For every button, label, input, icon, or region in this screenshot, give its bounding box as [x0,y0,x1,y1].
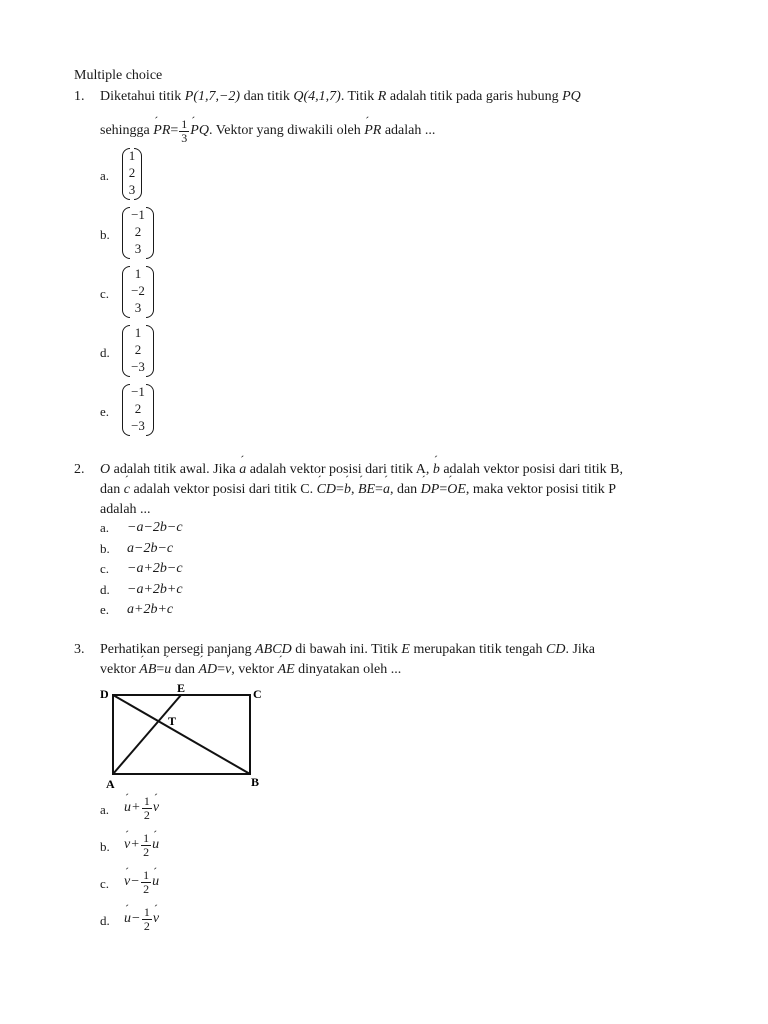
label-b: B [251,775,260,789]
label-d: D [100,687,109,701]
q2-option-label[interactable]: d. [100,581,110,597]
question-2-line-2: dan ´ c adalah vektor posisi dari titik C. ´ CD=´ b, ´ BE=´ a, dan ´ DP=´ OE, maka vektor posisi titik P [100,482,616,498]
q3-option-label[interactable]: b. [100,839,110,854]
vector-component: 1 [134,325,142,340]
q1-option-label[interactable]: b. [100,227,110,242]
vector-symbol: ´ u [124,800,131,816]
question-2-number: 2. [74,462,85,477]
q2-option-expression[interactable]: a+2b+c [127,602,174,617]
q1-option-label[interactable]: e. [100,404,110,419]
q1-option-column-vector[interactable] [122,384,154,434]
q3-option-expression[interactable] [124,793,159,823]
fraction-one-third: $\frac{1}{3}$ [181,116,188,145]
vector-symbol: ´ v [153,800,159,816]
vector-component: 1 [134,266,142,281]
vector-component: 1 [128,148,136,163]
q3-option-label[interactable]: d. [100,913,110,928]
q1-option-column-vector[interactable] [122,325,154,375]
vector-symbol: ´ v [153,911,159,927]
label-c: C [253,687,262,701]
q1-option-column-vector[interactable] [122,266,154,316]
question-2-line-1: O adalah titik awal. Jika ´ a adalah vektor posisi dari titik A, ´ b adalah vektor posisi dari titik B, [100,462,623,478]
vector-component: 2 [134,401,142,416]
fraction-one-half: $\frac{1}{2}$ [143,830,150,859]
vector-symbol: ´ u [124,911,131,927]
vector-component: 3 [128,182,136,197]
question-2-line-3: adalah ... [100,502,151,517]
fraction-one-half: $\frac{1}{2}$ [143,904,150,933]
rectangle-diagram [98,680,278,792]
q2-option-label[interactable]: a. [100,520,110,535]
operator: − [131,874,140,889]
operator: + [131,837,140,852]
question-1-line-2: sehingga ´ PR = $\frac{1}{3}$ ´ PQ . Vektor yang diwakili oleh ´ PR adalah ... [100,113,435,149]
vector-symbol: ´ v [124,837,130,853]
question-3-number: 3. [74,642,85,657]
vector-component: −2 [131,283,145,298]
vector-component: 2 [134,224,142,239]
vector-symbol: ´ u [152,837,159,853]
label-a: A [106,777,115,791]
fraction-one-half: $\frac{1}{2}$ [143,867,150,896]
q3-option-label[interactable]: c. [100,876,110,891]
segment-db [113,695,250,774]
q3-option-expression[interactable] [124,830,159,860]
q2-option-label[interactable]: e. [100,602,110,617]
q1-option-label[interactable]: a. [100,168,110,183]
vector-component: 3 [134,241,142,256]
q3-option-expression[interactable] [124,904,159,934]
operator: + [132,800,140,815]
q2-option-expression[interactable]: −a+2b+c [127,581,183,597]
q2-option-expression[interactable]: −a+2b−c [127,561,183,576]
vector-component: −1 [131,384,145,399]
vector-component: 3 [134,300,142,315]
question-3-line-1: Perhatikan persegi panjang ABCD di bawah ini. Titik E merupakan titik tengah CD. Jika [100,642,596,657]
q3-option-expression[interactable] [124,867,159,897]
q2-option-expression[interactable]: a−2b−c [127,540,174,556]
q1-option-label[interactable]: d. [100,345,110,360]
vector-symbol: ´ u [152,874,159,890]
q2-option-expression[interactable]: −a−2b−c [127,520,183,535]
segment-ae [113,695,181,774]
q2-option-label[interactable]: c. [100,561,110,576]
fraction-one-half: $\frac{1}{2}$ [143,793,150,822]
vector-component: −1 [131,207,145,222]
q2-option-label[interactable]: b. [100,540,110,556]
vector-symbol: ´ v [124,874,130,890]
q1-option-column-vector[interactable] [122,148,142,198]
section-title: Multiple choice [74,68,163,83]
question-1-number: 1. [74,89,85,104]
vector-component: −3 [131,359,145,374]
vector-component: −3 [131,418,145,433]
label-t: T [168,714,177,728]
vector-component: 2 [128,165,136,180]
vector-component: 2 [134,342,142,357]
question-1-line-1: Diketahui titik P(1,7,−2) dan titik Q(4,1,7). Titik R adalah titik pada garis hubung PQ [100,89,581,104]
q1-option-label[interactable]: c. [100,286,110,301]
q3-option-label[interactable]: a. [100,802,110,817]
q1-option-column-vector[interactable] [122,207,154,257]
label-e: E [177,681,186,695]
operator: − [132,911,140,926]
question-3-line-2: vektor ´ AB=´ u dan ´ AD=´ v, vektor ´ AE dinyatakan oleh ... [100,662,401,678]
